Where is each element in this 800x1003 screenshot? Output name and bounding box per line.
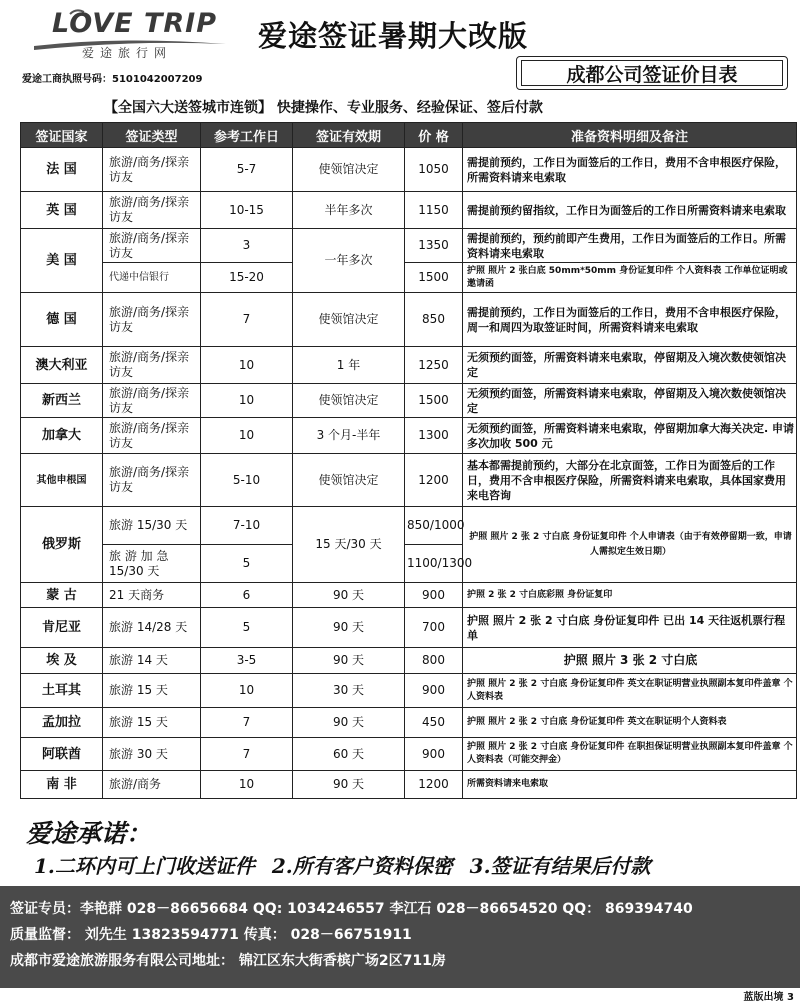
validity-cell: 60 天 xyxy=(293,738,405,771)
price-cell: 1100/1300 xyxy=(405,545,463,583)
table-row xyxy=(21,674,797,708)
type-cell: 旅游/商务/探亲访友 xyxy=(103,148,201,192)
country-cell: 埃 及 xyxy=(21,648,103,674)
country-cell: 土耳其 xyxy=(21,674,103,708)
promise-items: 1.二环内可上门收送证件 2.所有客户资料保密 3.签证有结果后付款 xyxy=(34,854,651,878)
validity-cell: 30 天 xyxy=(293,674,405,708)
table-row xyxy=(21,192,797,229)
price-cell: 1300 xyxy=(405,418,463,454)
table-row xyxy=(21,771,797,799)
table-row xyxy=(21,738,797,771)
note-cell: 护照 照片 2 张 2 寸白底 身份证复印件 已出 14 天往返机票行程单 xyxy=(463,608,797,648)
days-cell: 5-10 xyxy=(201,454,293,507)
validity-cell: 使领馆决定 xyxy=(293,384,405,418)
type-cell: 旅游/商务/探亲访友 xyxy=(103,384,201,418)
type-cell: 旅游 14 天 xyxy=(103,648,201,674)
type-cell: 旅游 15 天 xyxy=(103,674,201,708)
country-cell: 阿联酋 xyxy=(21,738,103,771)
validity-cell: 使领馆决定 xyxy=(293,148,405,192)
note-cell: 护照 照片 3 张 2 寸白底 xyxy=(463,648,797,674)
table-row xyxy=(21,648,797,674)
table-row xyxy=(21,418,797,454)
logo xyxy=(30,6,230,68)
table-row xyxy=(21,608,797,648)
days-cell: 10 xyxy=(201,418,293,454)
country-cell: 南 非 xyxy=(21,771,103,799)
note-cell: 护照 2 张 2 寸白底彩照 身份证复印 xyxy=(463,583,797,608)
validity-cell: 90 天 xyxy=(293,583,405,608)
days-cell: 5-7 xyxy=(201,148,293,192)
header-type: 签证类型 xyxy=(103,123,201,148)
page-mark: 蓝版出境 3 xyxy=(743,992,794,1003)
header-price: 价 格 xyxy=(405,123,463,148)
validity-cell: 90 天 xyxy=(293,708,405,738)
note-cell: 所需资料请来电索取 xyxy=(463,771,797,799)
type-cell: 旅游/商务/探亲访友 xyxy=(103,192,201,229)
table-row xyxy=(21,507,797,545)
validity-cell: 90 天 xyxy=(293,771,405,799)
country-cell: 美 国 xyxy=(21,229,103,293)
price-table xyxy=(20,122,797,799)
note-cell: 无须预约面签，所需资料请来电索取，停留期及入境次数使领馆决定 xyxy=(463,384,797,418)
price-cell: 900 xyxy=(405,674,463,708)
table-row xyxy=(21,583,797,608)
price-cell: 1500 xyxy=(405,263,463,293)
country-cell: 德 国 xyxy=(21,293,103,347)
license-number: 爱途工商执照号码：5101042007209 xyxy=(22,74,203,85)
logo-wordmark: LOVE TRIP xyxy=(52,8,218,39)
days-cell: 3 xyxy=(201,229,293,263)
price-cell: 1350 xyxy=(405,229,463,263)
table-row xyxy=(21,708,797,738)
table-row xyxy=(21,263,797,293)
note-cell: 无须预约面签，所需资料请来电索取，停留期加拿大海关决定. 申请多次加收 500 元 xyxy=(463,418,797,454)
days-cell: 5 xyxy=(201,545,293,583)
note-cell: 基本都需提前预约，大部分在北京面签，工作日为面签后的工作日，费用不含申根医疗保险，所需资料请来电索取，具体国家费用来电咨询 xyxy=(463,454,797,507)
table-row xyxy=(21,293,797,347)
price-cell: 1250 xyxy=(405,347,463,384)
type-cell: 旅游/商务/探亲访友 xyxy=(103,229,201,263)
validity-cell: 1 年 xyxy=(293,347,405,384)
validity-cell: 一年多次 xyxy=(293,229,405,293)
note-cell: 需提前预约留指纹，工作日为面签后的工作日所需资料请来电索取 xyxy=(463,192,797,229)
price-cell: 1500 xyxy=(405,384,463,418)
days-cell: 7 xyxy=(201,708,293,738)
price-cell: 900 xyxy=(405,583,463,608)
header-days: 参考工作日 xyxy=(201,123,293,148)
price-cell: 1150 xyxy=(405,192,463,229)
page-title: 爱途签证暑期大改版 xyxy=(258,19,529,53)
price-cell: 450 xyxy=(405,708,463,738)
validity-cell: 3 个月-半年 xyxy=(293,418,405,454)
country-cell: 英 国 xyxy=(21,192,103,229)
days-cell: 5 xyxy=(201,608,293,648)
price-cell: 800 xyxy=(405,648,463,674)
country-cell: 蒙 古 xyxy=(21,583,103,608)
table-row xyxy=(21,454,797,507)
note-cell: 护照 照片 2 张 2 寸白底 身份证复印件 在职担保证明营业执照副本复印件盖章 个人资料表（可能交押金） xyxy=(463,738,797,771)
days-cell: 10 xyxy=(201,674,293,708)
note-cell: 需提前预约，预约前即产生费用，工作日为面签后的工作日。所需资料请来电索取 xyxy=(463,229,797,263)
days-cell: 6 xyxy=(201,583,293,608)
price-cell: 1200 xyxy=(405,454,463,507)
country-cell: 澳大利亚 xyxy=(21,347,103,384)
table-row xyxy=(21,229,797,263)
days-cell: 7 xyxy=(201,738,293,771)
validity-cell: 15 天/30 天 xyxy=(293,507,405,583)
type-cell: 旅游/商务/探亲访友 xyxy=(103,347,201,384)
type-cell: 21 天商务 xyxy=(103,583,201,608)
type-cell: 旅游 15 天 xyxy=(103,708,201,738)
country-cell: 新西兰 xyxy=(21,384,103,418)
validity-cell: 使领馆决定 xyxy=(293,293,405,347)
type-cell: 代递中信银行 xyxy=(103,263,201,293)
footer-contacts: 签证专员：李艳群 028－86656684 QQ: 1034246557 李江石 028－86654520 QQ： 869394740 xyxy=(10,901,693,917)
note-cell: 护照 照片 2 张白底 50mm*50mm 身份证复印件 个人资料表 工作单位证明或邀请函 xyxy=(463,263,797,293)
table-header-row xyxy=(21,123,797,148)
table-row xyxy=(21,148,797,192)
subtitle-frame xyxy=(516,56,788,90)
type-cell: 旅游/商务/探亲访友 xyxy=(103,418,201,454)
promise-title: 爱途承诺： xyxy=(26,819,152,848)
note-cell: 需提前预约，工作日为面签后的工作日，费用不含申根医疗保险，所需资料请来电索取 xyxy=(463,148,797,192)
note-cell: 护照 照片 2 张 2 寸白底 身份证复印件 英文在职证明营业执照副本复印件盖章 个人资料表 xyxy=(463,674,797,708)
days-cell: 10 xyxy=(201,384,293,418)
type-cell: 旅游/商务 xyxy=(103,771,201,799)
price-cell: 1050 xyxy=(405,148,463,192)
country-cell: 加拿大 xyxy=(21,418,103,454)
days-cell: 7 xyxy=(201,293,293,347)
type-cell: 旅游 15/30 天 xyxy=(103,507,201,545)
header-validity: 签证有效期 xyxy=(293,123,405,148)
price-cell: 850 xyxy=(405,293,463,347)
price-cell: 700 xyxy=(405,608,463,648)
type-cell: 旅游 14/28 天 xyxy=(103,608,201,648)
days-cell: 10 xyxy=(201,771,293,799)
logo-subtitle: 爱途旅行网 xyxy=(82,46,173,60)
slogan: 【全国六大送签城市连锁】 快捷操作、专业服务、经验保证、签后付款 xyxy=(104,100,543,116)
validity-cell: 使领馆决定 xyxy=(293,454,405,507)
days-cell: 3-5 xyxy=(201,648,293,674)
country-cell: 肯尼亚 xyxy=(21,608,103,648)
country-cell: 孟加拉 xyxy=(21,708,103,738)
validity-cell: 90 天 xyxy=(293,648,405,674)
page-subtitle: 成都公司签证价目表 xyxy=(521,60,783,86)
days-cell: 10 xyxy=(201,347,293,384)
country-cell: 俄罗斯 xyxy=(21,507,103,583)
header-notes: 准备资料明细及备注 xyxy=(463,123,797,148)
days-cell: 10-15 xyxy=(201,192,293,229)
note-cell: 护照 照片 2 张 2 寸白底 身份证复印件 个人申请表（由于有效停留期一致，申请人需拟定生效日期） xyxy=(463,507,797,583)
footer-quality: 质量监督： 刘先生 13823594771 传真： 028－66751911 xyxy=(10,927,412,943)
price-cell: 850/1000 xyxy=(405,507,463,545)
note-cell: 需提前预约，工作日为面签后的工作日，费用不含申根医疗保险，周一和周四为取签证时间，所需资料请来电索取 xyxy=(463,293,797,347)
table-row xyxy=(21,384,797,418)
validity-cell: 半年多次 xyxy=(293,192,405,229)
footer-address: 成都市爱途旅游服务有限公司地址： 锦江区东大街香槟广场2区711房 xyxy=(10,953,446,969)
price-cell: 900 xyxy=(405,738,463,771)
note-cell: 护照 照片 2 张 2 寸白底 身份证复印件 英文在职证明个人资料表 xyxy=(463,708,797,738)
price-cell: 1200 xyxy=(405,771,463,799)
note-cell: 无须预约面签，所需资料请来电索取，停留期及入境次数使领馆决定 xyxy=(463,347,797,384)
table-row xyxy=(21,347,797,384)
country-cell: 其他申根国 xyxy=(21,454,103,507)
validity-cell: 90 天 xyxy=(293,608,405,648)
header-country: 签证国家 xyxy=(21,123,103,148)
type-cell: 旅游/商务/探亲访友 xyxy=(103,293,201,347)
type-cell: 旅 游 加 急 15/30 天 xyxy=(103,545,201,583)
days-cell: 7-10 xyxy=(201,507,293,545)
days-cell: 15-20 xyxy=(201,263,293,293)
contact-footer xyxy=(0,886,800,988)
country-cell: 法 国 xyxy=(21,148,103,192)
type-cell: 旅游 30 天 xyxy=(103,738,201,771)
type-cell: 旅游/商务/探亲访友 xyxy=(103,454,201,507)
